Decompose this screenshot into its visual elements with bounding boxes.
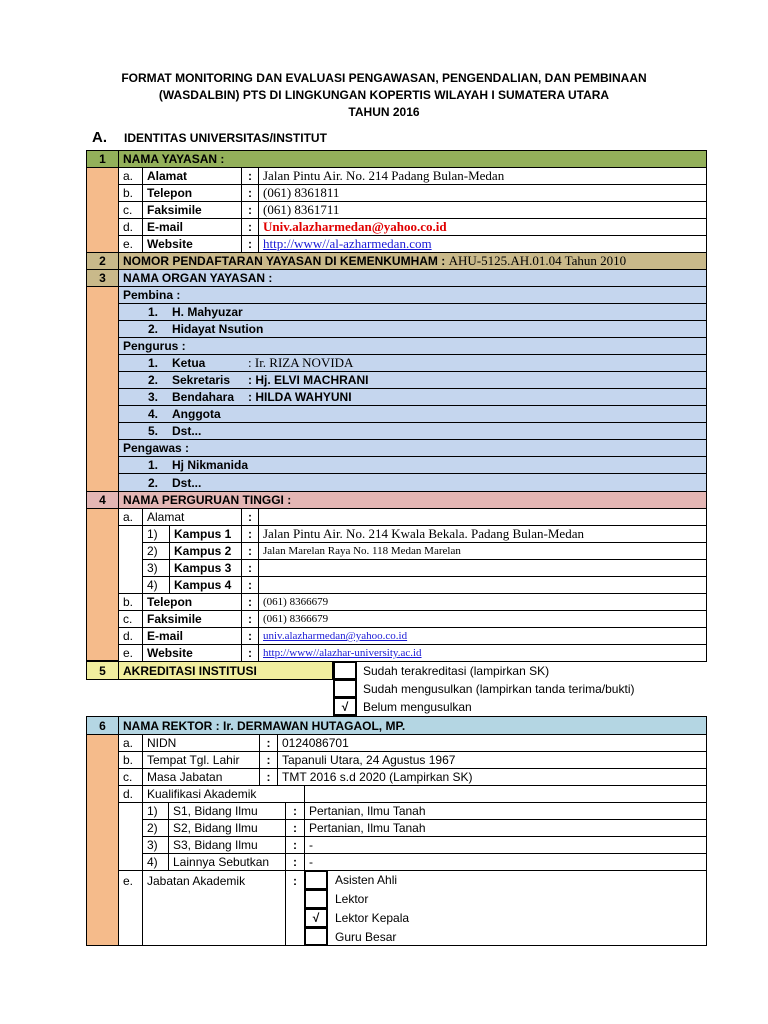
kampus-1-value: Jalan Pintu Air. No. 214 Kwala Bekala. Padang Bulan-Medan [258, 525, 707, 543]
pengawas-item: 1. Hj Nikmanida [118, 456, 707, 474]
pengurus-item: 1. Ketua : Ir. RIZA NOVIDA [118, 354, 707, 372]
key-c: c. [118, 201, 143, 219]
pengurus-item: 5. Dst... [118, 422, 707, 440]
kualifikasi-spacer [118, 802, 143, 871]
pengurus-item: 4. Anggota [118, 405, 707, 423]
pembina-item: 1. H. Mahyuzar [118, 303, 707, 321]
pt-telepon-value: (061) 8366679 [258, 593, 707, 611]
jabatan-checkbox-lektor[interactable] [304, 889, 328, 909]
key-a: a. [118, 508, 143, 526]
pengawas-label: Pengawas : [118, 439, 707, 457]
pt-email-link[interactable]: univ.alazharmedan@yahoo.co.id [258, 627, 707, 645]
colon: : [241, 644, 259, 662]
s1-value: Pertanian, Ilmu Tanah [304, 802, 707, 820]
kampus-4-label: Kampus 4 [169, 576, 242, 594]
colon: : [241, 525, 259, 543]
colon: : [241, 184, 259, 202]
perguruan-tinggi-heading: NAMA PERGURUAN TINGGI : [118, 491, 707, 509]
kampus-2-label: Kampus 2 [169, 542, 242, 560]
yayasan-heading: NAMA YAYASAN : [118, 150, 707, 168]
kampus-number: 3) [142, 559, 170, 577]
kemenkumham-label: NOMOR PENDAFTARAN YAYASAN DI KEMENKUMHAM : [123, 254, 446, 268]
pengurus-item: 3. Bendahara : HILDA WAHYUNI [118, 388, 707, 406]
nidn-value: 0124086701 [277, 734, 707, 752]
yayasan-alamat-value: Jalan Pintu Air. No. 214 Padang Bulan-Medan [258, 167, 707, 185]
row-number-6: 6 [86, 716, 119, 735]
kemenkumham-row [118, 252, 707, 270]
kampus-number: 1) [142, 525, 170, 543]
colon: : [259, 734, 278, 752]
key-d: d. [118, 785, 143, 803]
ttl-label: Tempat Tgl. Lahir [142, 751, 260, 769]
colon: : [241, 593, 259, 611]
pengurus-label: Pengurus : [118, 337, 707, 355]
kampus-1-label: Kampus 1 [169, 525, 242, 543]
pt-telepon-label: Telepon [142, 593, 242, 611]
akreditasi-heading: AKREDITASI INSTITUSI [118, 661, 333, 680]
colon: : [241, 508, 259, 526]
colon: : [259, 768, 278, 786]
kemenkumham-value: AHU-5125.AH.01.04 Tahun 2010 [448, 253, 627, 268]
akreditasi-checkbox-1[interactable] [333, 661, 357, 680]
section-6-margin [86, 734, 119, 946]
colon: : [241, 576, 259, 594]
pt-faksimile-value: (061) 8366679 [258, 610, 707, 628]
colon: : [241, 610, 259, 628]
row-number-1: 1 [86, 150, 119, 168]
key-b: b. [118, 184, 143, 202]
key-a: a. [118, 734, 143, 752]
section-3-margin [86, 286, 119, 492]
colon: : [241, 559, 259, 577]
masa-jabatan-value: TMT 2016 s.d 2020 (Lampirkan SK) [277, 768, 707, 786]
nidn-label: NIDN [142, 734, 260, 752]
kampus-3-value [258, 559, 707, 577]
row-number-3: 3 [86, 269, 119, 287]
yayasan-telepon-label: Telepon [142, 184, 242, 202]
yayasan-telepon-value: (061) 8361811 [258, 184, 707, 202]
section-title: IDENTITAS UNIVERSITAS/INSTITUT [124, 131, 327, 145]
yayasan-email-value[interactable]: Univ.alazharmedan@yahoo.co.id [258, 218, 707, 236]
ttl-value: Tapanuli Utara, 24 Agustus 1967 [277, 751, 707, 769]
yayasan-faksimile-value: (061) 8361711 [258, 201, 707, 219]
colon: : [241, 235, 259, 253]
jabatan-checkbox-asisten-ahli[interactable] [304, 870, 328, 890]
colon: : [241, 218, 259, 236]
pengawas-item: 2. Dst... [118, 473, 707, 492]
organ-yayasan-heading: NAMA ORGAN YAYASAN : [118, 269, 707, 287]
kampus-3-label: Kampus 3 [169, 559, 242, 577]
section-4-margin [86, 508, 119, 661]
key-d: d. [118, 627, 143, 645]
akreditasi-option-2: Sudah mengusulkan (lampirkan tanda terima/bukti) [363, 682, 635, 696]
jabatan-akademik-label: Jabatan Akademik [142, 870, 286, 946]
kualifikasi-number: 3) [142, 836, 169, 854]
kualifikasi-number: 4) [142, 853, 169, 871]
colon: : [285, 802, 305, 820]
kampus-4-value [258, 576, 707, 594]
key-d: d. [118, 218, 143, 236]
kualifikasi-number: 2) [142, 819, 169, 837]
kualifikasi-number: 1) [142, 802, 169, 820]
colon: : [259, 751, 278, 769]
key-b: b. [118, 751, 143, 769]
key-e: e. [118, 644, 143, 662]
kualifikasi-value [304, 785, 707, 803]
colon: : [285, 836, 305, 854]
yayasan-website-link[interactable]: http://www//al-azharmedan.com [258, 235, 707, 253]
form-title-line-1: FORMAT MONITORING DAN EVALUASI PENGAWASAN, PENGENDALIAN, DAN PEMBINAAN [121, 71, 647, 85]
row-number-4: 4 [86, 491, 119, 509]
kampus-spacer [118, 525, 143, 594]
akreditasi-option-3: Belum mengusulkan [363, 700, 472, 714]
kampus-2-value: Jalan Marelan Raya No. 118 Medan Marelan [258, 542, 707, 560]
colon: : [241, 627, 259, 645]
yayasan-faksimile-label: Faksimile [142, 201, 242, 219]
s2-label: S2, Bidang Ilmu [168, 819, 286, 837]
jabatan-option-lektor-kepala: Lektor Kepala [335, 911, 410, 925]
form-title-year: TAHUN 2016 [348, 105, 420, 119]
rektor-heading: NAMA REKTOR : Ir. DERMAWAN HUTAGAOL, MP. [118, 716, 707, 735]
colon: : [241, 201, 259, 219]
pt-alamat-label: Alamat [142, 508, 242, 526]
key-b: b. [118, 593, 143, 611]
kampus-number: 2) [142, 542, 170, 560]
pembina-item: 2. Hidayat Nsution [118, 320, 707, 338]
row-number-5: 5 [86, 661, 119, 680]
s3-label: S3, Bidang Ilmu [168, 836, 286, 854]
colon: : [285, 819, 305, 837]
lainnya-value: - [304, 853, 707, 871]
key-c: c. [118, 768, 143, 786]
key-e: e. [118, 235, 143, 253]
jabatan-option-guru-besar: Guru Besar [335, 930, 397, 944]
colon: : [285, 853, 305, 871]
pembina-label: Pembina : [118, 286, 707, 304]
key-e: e. [118, 870, 143, 946]
jabatan-option-asisten-ahli: Asisten Ahli [335, 873, 398, 887]
jabatan-option-lektor: Lektor [335, 892, 369, 906]
key-a: a. [118, 167, 143, 185]
colon: : [285, 870, 305, 946]
masa-jabatan-label: Masa Jabatan [142, 768, 260, 786]
kualifikasi-label: Kualifikasi Akademik [142, 785, 305, 803]
key-c: c. [118, 610, 143, 628]
yayasan-website-label: Website [142, 235, 242, 253]
jabatan-checkbox-lektor-kepala[interactable]: √ [304, 908, 328, 928]
pt-email-label: E-mail [142, 627, 242, 645]
pt-faksimile-label: Faksimile [142, 610, 242, 628]
yayasan-email-label: E-mail [142, 218, 242, 236]
s2-value: Pertanian, Ilmu Tanah [304, 819, 707, 837]
yayasan-alamat-label: Alamat [142, 167, 242, 185]
akreditasi-checkbox-2[interactable] [333, 679, 357, 698]
colon: : [241, 167, 259, 185]
row-number-2: 2 [86, 252, 119, 270]
jabatan-checkbox-guru-besar[interactable] [304, 927, 328, 946]
akreditasi-checkbox-3[interactable]: √ [333, 697, 357, 716]
lainnya-label: Lainnya Sebutkan [168, 853, 286, 871]
kampus-number: 4) [142, 576, 170, 594]
akreditasi-option-1: Sudah terakreditasi (lampirkan SK) [363, 664, 550, 678]
s1-label: S1, Bidang Ilmu [168, 802, 286, 820]
pt-alamat-value [258, 508, 707, 526]
section-1-margin [86, 167, 119, 253]
colon: : [241, 542, 259, 560]
section-letter: A. [92, 129, 107, 146]
pt-website-label: Website [142, 644, 242, 662]
s3-value: - [304, 836, 707, 854]
form-title-line-2: (WASDALBIN) PTS DI LINGKUNGAN KOPERTIS WILAYAH I SUMATERA UTARA [158, 88, 610, 102]
pt-website-link[interactable]: http://www//alazhar-university.ac.id [258, 644, 707, 662]
pengurus-item: 2. Sekretaris : Hj. ELVI MACHRANI [118, 371, 707, 389]
